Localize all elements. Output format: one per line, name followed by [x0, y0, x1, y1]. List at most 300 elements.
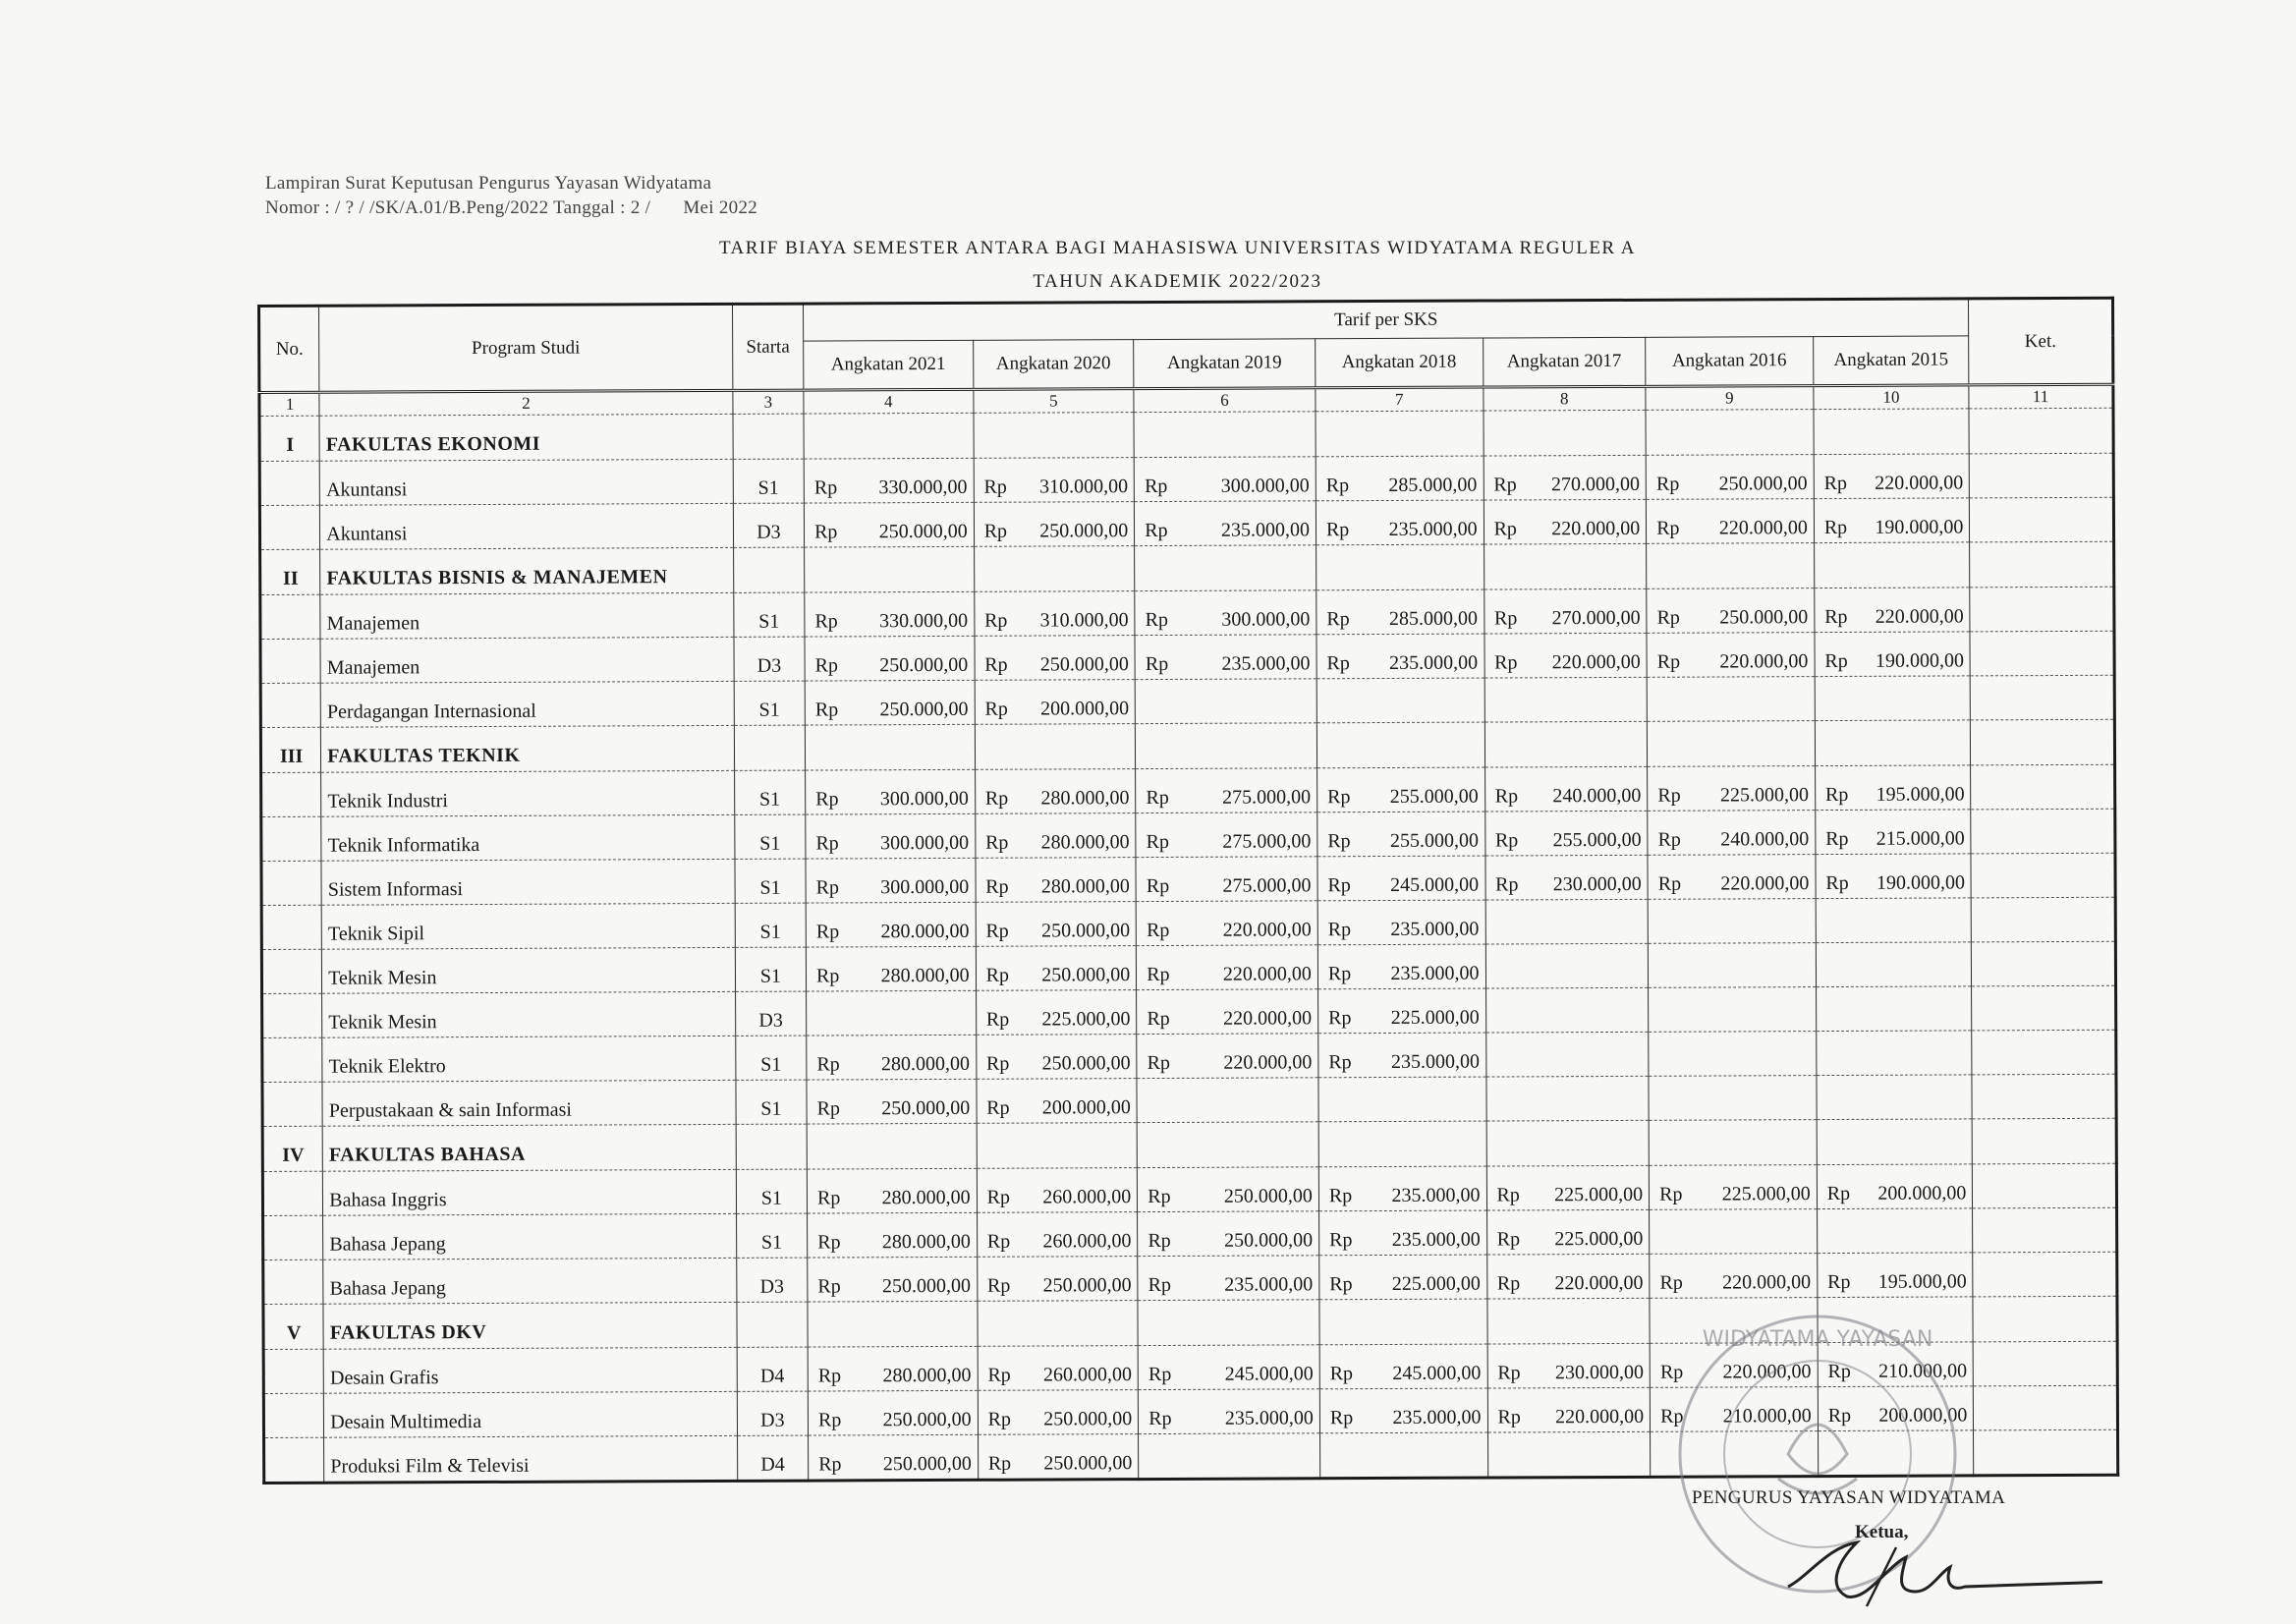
empty-cell — [263, 1349, 323, 1393]
starta-cell: S1 — [734, 592, 805, 637]
currency-label: Rp — [1148, 1363, 1172, 1386]
tariff-cell — [1817, 1075, 1973, 1120]
empty-cell — [977, 1123, 1138, 1169]
tariff-amount: 235.000,00 — [1224, 1407, 1314, 1429]
tariff-amount: 235.000,00 — [1389, 651, 1479, 674]
tariff-amount: 220.000,00 — [1719, 650, 1809, 673]
ket-cell — [1973, 1341, 2117, 1386]
attachment-line: Lampiran Surat Keputusan Pengurus Yayasan Widyatama — [265, 173, 712, 194]
tariff-cell — [1647, 677, 1815, 722]
currency-label: Rp — [986, 1230, 1011, 1253]
currency-label: Rp — [1325, 475, 1350, 497]
tariff-cell — [806, 769, 976, 814]
empty-cell — [261, 949, 321, 993]
empty-cell — [263, 1260, 323, 1304]
tariff-cell — [1650, 1209, 1818, 1255]
tariff-amount: 260.000,00 — [1042, 1230, 1132, 1253]
tariff-amount: 220.000,00 — [1555, 1405, 1645, 1428]
tariff-amount: 240.000,00 — [1552, 784, 1642, 808]
tariff-amount: 220.000,00 — [1551, 650, 1641, 674]
tariff-cell — [1136, 857, 1317, 902]
currency-label: Rp — [1145, 652, 1169, 676]
tanggal-month: Mei 2022 — [683, 197, 758, 218]
tariff-cell — [1484, 811, 1648, 856]
currency-label: Rp — [1823, 472, 1847, 495]
tariff-amount: 225.000,00 — [1041, 1008, 1131, 1031]
tariff-amount: 250.000,00 — [1041, 1052, 1131, 1075]
currency-label: Rp — [1493, 474, 1517, 496]
currency-label: Rp — [1146, 830, 1170, 854]
currency-label: Rp — [1827, 1404, 1852, 1428]
currency-label: Rp — [1148, 1273, 1172, 1297]
tariff-amount: 200.000,00 — [1877, 1182, 1967, 1204]
tariff-amount: 220.000,00 — [1722, 1361, 1812, 1383]
tariff-amount: 280.000,00 — [881, 1186, 971, 1209]
tariff-amount: 300.000,00 — [1221, 608, 1311, 631]
program-name: Teknik Sipil — [321, 903, 735, 949]
empty-cell — [259, 505, 319, 549]
col-header-angkatan: Angkatan 2017 — [1483, 337, 1646, 387]
tariff-cell — [1647, 588, 1815, 634]
program-name: Sistem Informasi — [321, 859, 735, 905]
faculty-row — [262, 1118, 2116, 1171]
tariff-cell — [977, 1257, 1138, 1302]
currency-label: Rp — [986, 1096, 1010, 1119]
currency-label: Rp — [1493, 518, 1517, 540]
currency-label: Rp — [814, 654, 839, 677]
currency-label: Rp — [1494, 829, 1519, 852]
currency-label: Rp — [1148, 1229, 1171, 1253]
tariff-cell — [1316, 500, 1484, 545]
tariff-cell — [1135, 501, 1316, 546]
empty-cell — [1135, 545, 1316, 591]
currency-label: Rp — [1146, 874, 1170, 898]
currency-label: Rp — [1659, 1271, 1683, 1294]
empty-cell — [1973, 1296, 2117, 1342]
currency-label: Rp — [817, 1231, 841, 1254]
tariff-cell — [1135, 590, 1316, 636]
tariff-cell — [1138, 1211, 1319, 1257]
col-header-tarif-per-sks: Tarif per SKS — [804, 299, 1969, 341]
currency-label: Rp — [1327, 830, 1351, 853]
currency-label: Rp — [1494, 651, 1518, 674]
program-name: Teknik Industri — [321, 770, 735, 816]
tariff-amount: 250.000,00 — [1042, 1274, 1132, 1297]
tariff-amount: 210.000,00 — [1722, 1405, 1812, 1428]
currency-label: Rp — [1827, 1270, 1851, 1294]
tariff-amount: 250.000,00 — [878, 520, 968, 543]
program-name: Perdagangan Internasional — [320, 681, 734, 727]
tariff-amount: 190.000,00 — [1875, 649, 1965, 672]
tariff-amount: 300.000,00 — [880, 875, 970, 899]
currency-label: Rp — [1493, 607, 1518, 630]
tariff-cell — [1484, 677, 1648, 722]
tariff-amount: 220.000,00 — [1722, 1271, 1812, 1294]
program-name: Manajemen — [320, 637, 734, 683]
tariff-amount: 280.000,00 — [881, 1230, 971, 1254]
empty-cell — [1971, 719, 2115, 765]
tariff-amount: 220.000,00 — [1718, 517, 1808, 539]
tariff-amount: 200.000,00 — [1878, 1404, 1968, 1427]
currency-label: Rp — [1145, 519, 1168, 542]
col-header-angkatan: Angkatan 2021 — [804, 340, 974, 390]
tariff-amount: 225.000,00 — [1391, 1272, 1481, 1295]
empty-cell — [1319, 1299, 1487, 1345]
tariff-amount: 275.000,00 — [1222, 874, 1312, 897]
tariff-cell — [1816, 810, 1972, 855]
tariff-cell — [804, 502, 974, 547]
ket-cell — [1974, 1429, 2118, 1476]
column-number: 9 — [1646, 386, 1814, 411]
empty-cell — [1137, 1122, 1318, 1168]
tariff-amount: 235.000,00 — [1221, 652, 1311, 675]
currency-label: Rp — [1328, 1051, 1352, 1074]
empty-cell — [262, 1037, 322, 1082]
program-name: Bahasa Inggris — [323, 1169, 737, 1215]
empty-cell — [805, 546, 975, 592]
currency-label: Rp — [1655, 473, 1680, 495]
tariff-cell — [808, 1257, 978, 1302]
starta-cell: S1 — [736, 1169, 807, 1213]
ket-cell — [1971, 675, 2115, 720]
column-number: 11 — [1969, 384, 2113, 409]
currency-label: Rp — [983, 520, 1008, 542]
empty-cell — [974, 413, 1135, 459]
tariff-cell — [1136, 812, 1317, 858]
tariff-amount: 235.000,00 — [1388, 518, 1478, 540]
tariff-amount: 310.000,00 — [1039, 476, 1129, 498]
tariff-cell — [1815, 588, 1971, 633]
tariff-amount: 260.000,00 — [1042, 1364, 1133, 1386]
tariff-amount: 255.000,00 — [1389, 785, 1479, 808]
tariff-cell — [1487, 1431, 1651, 1478]
currency-label: Rp — [1147, 1007, 1170, 1031]
currency-label: Rp — [985, 1052, 1010, 1075]
tariff-cell — [1485, 987, 1649, 1033]
tariff-cell — [975, 680, 1136, 725]
tariff-cell — [1816, 854, 1972, 899]
tariff-cell — [808, 1390, 978, 1435]
tariff-cell — [1316, 589, 1484, 635]
empty-cell — [736, 1124, 807, 1169]
tariff-cell — [1648, 855, 1816, 900]
nomor-suffix: /SK/A.01/B.Peng/2022 Tanggal : — [369, 197, 626, 218]
starta-cell: D3 — [735, 991, 806, 1036]
currency-label: Rp — [1329, 1363, 1354, 1385]
handwritten-signature — [1749, 1528, 2102, 1616]
tariff-amount: 300.000,00 — [1220, 475, 1310, 497]
tariff-amount: 230.000,00 — [1552, 872, 1642, 896]
tariff-amount: 235.000,00 — [1390, 962, 1480, 984]
tariff-cell — [1319, 1432, 1487, 1479]
tariff-amount: 200.000,00 — [1040, 698, 1130, 720]
empty-cell — [263, 1215, 323, 1260]
tariff-cell — [804, 458, 974, 503]
currency-label: Rp — [816, 1187, 841, 1209]
tariff-cell — [1649, 1032, 1817, 1077]
currency-label: Rp — [984, 787, 1009, 810]
tariff-amount: 280.000,00 — [880, 964, 970, 987]
empty-cell — [1646, 410, 1814, 456]
currency-label: Rp — [1327, 919, 1352, 941]
currency-label: Rp — [1824, 649, 1848, 673]
tariff-cell — [1318, 1077, 1486, 1122]
faculty-row — [260, 719, 2114, 772]
tariff-amount: 215.000,00 — [1876, 827, 1965, 850]
tariff-cell — [1137, 945, 1318, 990]
tariff-cell — [1648, 899, 1816, 944]
tariff-amount: 300.000,00 — [879, 787, 969, 811]
tariff-cell — [976, 946, 1137, 991]
program-name: Perpustakaan & sain Informasi — [322, 1080, 736, 1126]
starta-cell: S1 — [736, 1213, 807, 1258]
tariff-cell — [1139, 1389, 1320, 1434]
stamp-text: WIDYATAMA YAYASAN — [1702, 1327, 1933, 1352]
currency-label: Rp — [987, 1408, 1012, 1430]
currency-label: Rp — [1826, 1182, 1851, 1205]
currency-label: Rp — [1147, 1051, 1171, 1075]
tariff-cell — [975, 636, 1136, 681]
tariff-amount: 270.000,00 — [1551, 606, 1641, 630]
signatory-title: Ketua, — [1855, 1522, 1909, 1542]
tariff-amount: 280.000,00 — [1040, 831, 1130, 854]
currency-label: Rp — [1329, 1273, 1353, 1296]
signatory-organization: PENGURUS YAYASAN WIDYATAMA — [1692, 1487, 2006, 1508]
column-number: 10 — [1814, 385, 1970, 410]
tariff-cell — [1486, 1165, 1650, 1210]
starta-cell: D4 — [737, 1435, 808, 1481]
tariff-amount: 220.000,00 — [1875, 605, 1964, 628]
faculty-row — [259, 408, 2113, 461]
tariff-amount: 250.000,00 — [1041, 964, 1131, 986]
currency-label: Rp — [817, 1409, 842, 1431]
tariff-cell — [1485, 1032, 1649, 1077]
ket-cell — [1974, 1385, 2118, 1430]
tariff-cell — [976, 1035, 1137, 1080]
starta-cell: S1 — [735, 814, 806, 859]
program-name: Akuntansi — [320, 503, 734, 549]
empty-cell — [734, 725, 805, 770]
tariff-cell — [1817, 1164, 1973, 1209]
empty-cell — [1817, 1119, 1973, 1165]
tariff-amount: 250.000,00 — [1224, 1229, 1314, 1252]
currency-label: Rp — [815, 921, 840, 943]
currency-label: Rp — [817, 1365, 842, 1387]
document-title: TARIF BIAYA SEMESTER ANTARA BAGI MAHASISWA UNIVERSITAS WIDYATAMA REGULER A — [718, 238, 1637, 258]
currency-label: Rp — [1494, 785, 1519, 808]
tariff-cell — [1647, 633, 1815, 678]
empty-cell — [1972, 1118, 2116, 1164]
tariff-amount: 280.000,00 — [880, 1052, 971, 1076]
starta-cell: D3 — [737, 1391, 808, 1435]
starta-cell: S1 — [735, 903, 806, 947]
tariff-amount: 190.000,00 — [1875, 516, 1964, 538]
empty-cell — [262, 1171, 322, 1215]
tariff-amount: 280.000,00 — [880, 920, 970, 943]
program-name: Akuntansi — [319, 459, 733, 505]
tariff-cell — [1484, 766, 1648, 812]
tariff-cell — [1814, 454, 1970, 499]
currency-label: Rp — [814, 699, 839, 721]
tariff-cell — [1135, 679, 1316, 724]
faculty-number: II — [260, 549, 320, 594]
tariff-cell — [977, 1212, 1138, 1258]
tariff-amount: 250.000,00 — [1043, 1408, 1133, 1430]
currency-label: Rp — [1495, 873, 1519, 896]
tariff-cell — [1319, 1255, 1487, 1300]
currency-label: Rp — [1656, 650, 1681, 673]
currency-label: Rp — [1657, 828, 1681, 851]
tariff-cell — [807, 990, 977, 1036]
tariff-cell — [976, 858, 1137, 903]
tariff-amount: 235.000,00 — [1391, 1184, 1481, 1206]
tariff-cell — [1138, 1256, 1319, 1301]
empty-cell — [261, 816, 321, 861]
currency-label: Rp — [1327, 963, 1352, 985]
starta-cell: D4 — [737, 1347, 808, 1391]
tariff-cell — [1816, 942, 1972, 987]
column-number: 3 — [733, 390, 804, 414]
tariff-cell — [1816, 898, 1972, 943]
faculty-number: V — [263, 1304, 323, 1349]
empty-cell — [808, 1301, 978, 1347]
starta-cell: S1 — [735, 859, 806, 903]
ket-cell — [1972, 1074, 2116, 1119]
tariff-amount: 250.000,00 — [1039, 520, 1129, 542]
empty-cell — [1316, 722, 1484, 768]
currency-label: Rp — [985, 920, 1009, 942]
program-name: Bahasa Jepang — [323, 1213, 737, 1260]
currency-label: Rp — [984, 609, 1008, 632]
tariff-cell — [1484, 633, 1648, 678]
tariff-cell — [1485, 943, 1649, 988]
currency-label: Rp — [984, 653, 1008, 676]
program-name: Manajemen — [320, 592, 734, 639]
empty-cell — [1815, 720, 1971, 766]
tariff-amount: 330.000,00 — [879, 609, 969, 633]
starta-cell: D3 — [734, 637, 805, 681]
tariff-cell — [974, 502, 1135, 547]
tariff-cell — [1316, 634, 1484, 679]
currency-label: Rp — [987, 1452, 1012, 1475]
currency-label: Rp — [1497, 1406, 1521, 1428]
tariff-amount: 220.000,00 — [1720, 872, 1810, 895]
tariff-amount: 285.000,00 — [1388, 474, 1478, 496]
tariff-cell — [1137, 1078, 1318, 1123]
currency-label: Rp — [1327, 786, 1351, 809]
empty-cell — [260, 683, 320, 727]
empty-cell — [1138, 1300, 1319, 1346]
empty-cell — [260, 594, 320, 639]
tariff-amount: 210.000,00 — [1878, 1360, 1968, 1382]
tariff-cell — [806, 902, 976, 947]
tariff-cell — [1138, 1167, 1319, 1212]
empty-cell — [260, 639, 320, 683]
currency-label: Rp — [1326, 652, 1350, 675]
currency-label: Rp — [1328, 1185, 1353, 1207]
col-header-program-studi: Program Studi — [319, 304, 733, 392]
currency-label: Rp — [1329, 1407, 1354, 1429]
tariff-cell — [1484, 455, 1647, 500]
currency-label: Rp — [983, 476, 1007, 498]
tariff-cell — [1650, 1254, 1818, 1299]
currency-label: Rp — [813, 476, 838, 499]
currency-label: Rp — [985, 831, 1009, 854]
faculty-name: FAKULTAS BISNIS & MANAJEMEN — [320, 547, 734, 594]
tariff-cell — [1136, 901, 1317, 946]
tariff-cell — [1484, 588, 1647, 634]
currency-label: Rp — [813, 521, 838, 543]
tariff-amount: 220.000,00 — [1222, 963, 1312, 985]
tariff-cell — [1317, 812, 1485, 857]
tariff-amount: 200.000,00 — [1041, 1096, 1131, 1119]
currency-label: Rp — [986, 1186, 1011, 1208]
col-header-ket: Ket. — [1969, 298, 2113, 385]
tariff-amount: 250.000,00 — [1040, 920, 1131, 942]
tariff-amount: 280.000,00 — [1040, 875, 1130, 898]
tariff-cell — [1316, 767, 1484, 812]
ket-cell — [1971, 809, 2115, 854]
faculty-name: FAKULTAS BAHASA — [322, 1124, 736, 1171]
tariff-cell — [1649, 943, 1817, 988]
empty-cell — [1134, 412, 1316, 458]
tariff-amount: 280.000,00 — [882, 1364, 972, 1387]
program-name: Teknik Informatika — [321, 814, 735, 861]
tariff-amount: 300.000,00 — [880, 831, 970, 855]
empty-cell — [1648, 721, 1816, 767]
tariff-cell — [1649, 1165, 1817, 1210]
tariff-cell — [1486, 1209, 1650, 1255]
tariff-cell — [1646, 455, 1814, 500]
faculty-number: III — [260, 727, 320, 772]
starta-cell: S1 — [736, 1036, 807, 1080]
currency-label: Rp — [1657, 872, 1682, 895]
empty-cell — [261, 905, 321, 949]
starta-cell: D3 — [733, 503, 804, 547]
tariff-cell — [1817, 1208, 1973, 1254]
tariff-cell — [1487, 1343, 1651, 1388]
tariff-amount: 235.000,00 — [1390, 918, 1480, 940]
tariff-amount: 330.000,00 — [878, 476, 968, 499]
tariff-cell — [1817, 1031, 1973, 1076]
col-header-angkatan: Angkatan 2016 — [1646, 337, 1814, 387]
currency-label: Rp — [815, 832, 839, 855]
currency-label: Rp — [815, 788, 839, 811]
empty-cell — [263, 1393, 323, 1437]
col-header-no: No. — [259, 306, 320, 392]
tariff-amount: 250.000,00 — [1043, 1452, 1133, 1475]
column-number: 5 — [974, 389, 1135, 414]
currency-label: Rp — [986, 1274, 1011, 1297]
tariff-cell — [1316, 456, 1484, 501]
empty-cell — [1649, 1120, 1817, 1166]
decree-number-line — [265, 197, 757, 219]
empty-cell — [1486, 1120, 1650, 1166]
tariff-cell — [806, 858, 976, 903]
tariff-amount: 250.000,00 — [879, 698, 969, 721]
tariff-cell — [1648, 766, 1816, 812]
empty-cell — [1484, 410, 1647, 456]
empty-cell — [733, 414, 804, 459]
empty-cell — [1318, 1121, 1486, 1167]
tariff-cell — [974, 458, 1135, 503]
starta-cell: S1 — [734, 770, 805, 814]
starta-cell: S1 — [733, 459, 804, 503]
tariff-cell — [1137, 989, 1318, 1035]
empty-cell — [807, 1123, 977, 1169]
tariff-amount: 250.000,00 — [882, 1452, 972, 1476]
tariff-cell — [1137, 1034, 1318, 1079]
